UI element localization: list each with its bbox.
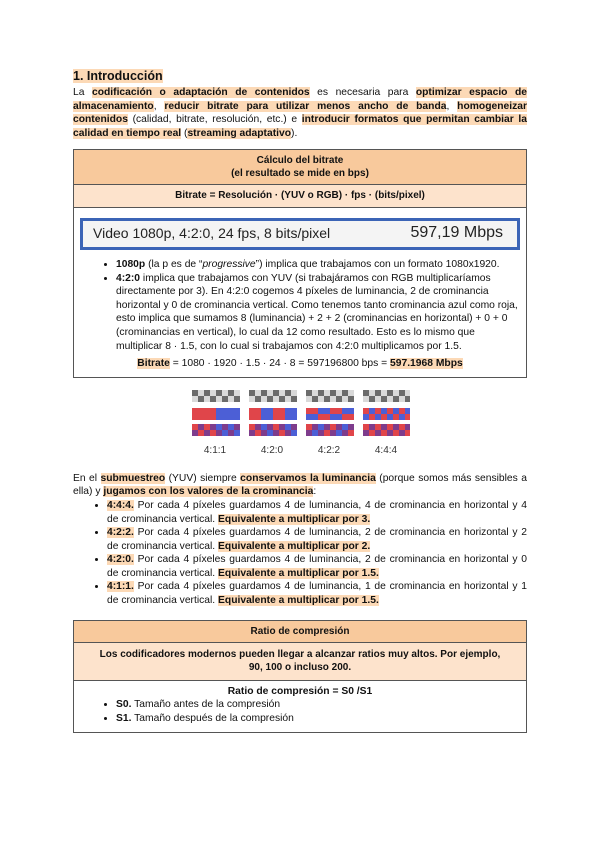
luma-cell	[192, 390, 198, 396]
chroma-cell	[375, 408, 381, 414]
combined-cell	[387, 424, 393, 430]
combined-cell	[273, 424, 279, 430]
subsampling-list	[73, 499, 527, 608]
chroma-cell	[330, 414, 336, 420]
luma-cell	[330, 396, 336, 402]
combined-cell	[393, 430, 399, 436]
chroma-cell	[261, 414, 267, 420]
combined-cell	[381, 430, 387, 436]
highlight: codificación o adaptación de contenidos	[91, 87, 310, 98]
luma-cell	[273, 390, 279, 396]
luma-cell	[363, 396, 369, 402]
chroma-cell	[318, 408, 324, 414]
chroma-cell	[405, 414, 410, 420]
highlight: homogeneizar contenidos	[73, 100, 527, 126]
diagram-label: 4:2:0	[260, 444, 284, 456]
chroma-cell	[249, 408, 255, 414]
chroma-cell	[267, 414, 273, 420]
chroma-cell	[336, 414, 342, 420]
luma-cell	[336, 390, 342, 396]
intro-paragraph: La codificación o adaptación de contenidos es necesaria para optimizar espacio de almacenamiento, reducir bitrate para utilizar menos ancho de banda, homogeneizar contenidos (calidad, bitrate, resolución, etc.) e introducir formatos que permitan cambiar la calidad en tiempo real (streaming adaptativo).	[73, 87, 527, 139]
chroma-cell	[267, 408, 273, 414]
chroma-cell	[261, 408, 267, 414]
chroma-cell	[204, 414, 210, 420]
combined-cell	[318, 424, 324, 430]
chroma-cell	[387, 414, 393, 420]
combined-cell	[405, 430, 410, 436]
compression-ratio-formula: Ratio de compresión = S0 /S1	[227, 685, 373, 697]
chroma-cell	[363, 414, 369, 420]
chroma-cell	[306, 408, 312, 414]
luma-cell	[393, 396, 399, 402]
combined-cell	[348, 424, 354, 430]
chroma-cell	[228, 414, 234, 420]
calc-result: 597,19 Mbps	[410, 223, 503, 241]
luma-cell	[267, 390, 273, 396]
chroma-cell	[210, 408, 216, 414]
combined-cell	[324, 424, 330, 430]
luma-cell	[222, 396, 228, 402]
highlight: reducir bitrate para utilizar menos ancho de banda	[164, 100, 447, 112]
luma-cell	[363, 390, 369, 396]
luma-cell	[369, 390, 375, 396]
chroma-cell	[198, 414, 204, 420]
chroma-cell	[342, 414, 348, 420]
luma-cell	[216, 396, 222, 402]
combined-cell	[204, 424, 210, 430]
list-item: • 1080p (la p es de “progressive”) implica que trabajamos con un formato 1080x1920.	[116, 258, 520, 272]
combined-cell	[306, 424, 312, 430]
combined-cell	[330, 424, 336, 430]
luma-cell	[330, 390, 336, 396]
chroma-cell	[222, 414, 228, 420]
highlight: streaming adaptativo	[187, 127, 292, 139]
luma-cell	[405, 390, 410, 396]
diagram-label: 4:4:4	[374, 444, 398, 456]
list-item: • 4:1:1. Por cada 4 píxeles guardamos 4 de luminancia, 1 de crominancia en horizontal y 1 de crominancia vertical. Equivalente a multiplicar por 1.5.	[107, 580, 527, 607]
bitrate-box-title: Cálculo del bitrate (el resultado se mide en bps)	[74, 150, 526, 185]
combined-cell	[228, 430, 234, 436]
combined-cell	[369, 424, 375, 430]
luma-cell	[222, 390, 228, 396]
chroma-cell	[249, 414, 255, 420]
combined-cell	[348, 430, 354, 436]
chroma-cell	[393, 408, 399, 414]
combined-cell	[261, 430, 267, 436]
luma-cell	[306, 396, 312, 402]
chroma-cell	[285, 408, 291, 414]
luma-cell	[312, 390, 318, 396]
luma-cell	[249, 396, 255, 402]
luma-cell	[210, 390, 216, 396]
compression-ratio-title: Ratio de compresión	[74, 621, 526, 643]
list-item: • 4:2:0 implica que trabajamos con YUV (si trabajáramos con RGB multiplicaríamos directamente por 3). En 4:2:0 cogemos 4 píxeles de luminancia, 2 de crominancia horizontal y 0 de crominancia vertical. Como tenemos tanto crominancia azul como roja, esto implica que sumamos 8 (luminancia) + 2 + 2 (crominancias en horizontal) + 0 + 0 (crominancias en vertical), lo cual da 12 como resultado. Esto es lo mismo que multiplicar 8 · 1.5, con lo cual si trabajamos con 4:2:0 multiplicamos por 1.5.	[116, 272, 520, 354]
combined-cell	[216, 430, 222, 436]
luma-cell	[210, 396, 216, 402]
bitrate-box	[73, 149, 527, 377]
combined-cell	[249, 424, 255, 430]
chroma-cell	[255, 408, 261, 414]
luma-cell	[285, 390, 291, 396]
combined-cell	[249, 430, 255, 436]
luma-cell	[393, 390, 399, 396]
chroma-cell	[306, 414, 312, 420]
combined-cell	[198, 424, 204, 430]
combined-cell	[210, 430, 216, 436]
combined-cell	[363, 430, 369, 436]
chroma-cell	[285, 414, 291, 420]
chroma-cell	[342, 408, 348, 414]
chroma-cell	[369, 414, 375, 420]
subsampling-grids	[190, 388, 410, 444]
combined-cell	[204, 430, 210, 436]
combined-cell	[285, 430, 291, 436]
luma-cell	[192, 396, 198, 402]
calc-description: Video 1080p, 4:2:0, 24 fps, 8 bits/pixel	[93, 224, 331, 241]
combined-cell	[399, 424, 405, 430]
chroma-cell	[336, 408, 342, 414]
combined-cell	[228, 424, 234, 430]
chroma-cell	[198, 408, 204, 414]
combined-cell	[387, 430, 393, 436]
luma-cell	[306, 390, 312, 396]
list-item: • S0. Tamaño antes de la compresión	[116, 698, 520, 712]
combined-cell	[279, 430, 285, 436]
compression-ratio-note: Los codificadores modernos pueden llegar a alcanzar ratios muy altos. Por ejemplo, 90, 100 o incluso 200.	[74, 643, 526, 681]
bitrate-bullets	[80, 258, 520, 353]
list-item: • 4:4:4. Por cada 4 píxeles guardamos 4 de luminancia, 4 de crominancia en horizontal y 4 de crominancia vertical. Equivalente a multiplicar por 3.	[107, 499, 527, 526]
chroma-cell	[369, 408, 375, 414]
combined-cell	[369, 430, 375, 436]
combined-cell	[255, 424, 261, 430]
luma-cell	[198, 390, 204, 396]
combined-cell	[312, 430, 318, 436]
chroma-cell	[324, 414, 330, 420]
luma-cell	[291, 396, 297, 402]
chroma-cell	[255, 414, 261, 420]
luma-cell	[369, 396, 375, 402]
luma-cell	[204, 396, 210, 402]
combined-cell	[222, 424, 228, 430]
chroma-cell	[204, 408, 210, 414]
chroma-cell	[192, 414, 198, 420]
combined-cell	[324, 430, 330, 436]
list-item: • 4:2:0. Por cada 4 píxeles guardamos 4 de luminancia, 2 de crominancia en horizontal y 0 de crominancia vertical. Equivalente a multiplicar por 1.5.	[107, 553, 527, 580]
combined-cell	[267, 424, 273, 430]
chroma-cell	[381, 414, 387, 420]
diagram-label: 4:2:2	[317, 444, 341, 456]
chroma-cell	[234, 408, 240, 414]
chroma-cell	[375, 414, 381, 420]
luma-cell	[318, 390, 324, 396]
chroma-cell	[399, 408, 405, 414]
chroma-cell	[216, 408, 222, 414]
luma-cell	[204, 390, 210, 396]
luma-cell	[324, 390, 330, 396]
combined-cell	[393, 424, 399, 430]
list-item: • 4:2:2. Por cada 4 píxeles guardamos 4 de luminancia, 2 de crominancia en horizontal y 2 de crominancia vertical. Equivalente a multiplicar por 2.	[107, 526, 527, 553]
subsampling-paragraph: En el submuestreo (YUV) siempre conservamos la luminancia (porque somos más sensibles a ella) y jugamos con los valores de la crominancia:	[73, 472, 527, 498]
combined-cell	[306, 430, 312, 436]
combined-cell	[261, 424, 267, 430]
luma-cell	[405, 396, 410, 402]
chroma-cell	[279, 414, 285, 420]
chroma-cell	[387, 408, 393, 414]
luma-cell	[387, 396, 393, 402]
bitrate-result: Bitrate = 1080 · 1920 · 1.5 · 24 · 8 = 597196800 bps = 597.1968 Mbps	[137, 358, 463, 370]
luma-cell	[228, 390, 234, 396]
bitrate-formula: Bitrate = Resolución · (YUV o RGB) · fps · (bits/pixel)	[74, 185, 526, 208]
luma-cell	[279, 396, 285, 402]
luma-cell	[399, 396, 405, 402]
compression-ratio-list	[80, 698, 520, 725]
chroma-cell	[399, 414, 405, 420]
chroma-cell	[324, 408, 330, 414]
luma-cell	[336, 396, 342, 402]
luma-cell	[198, 396, 204, 402]
combined-cell	[312, 424, 318, 430]
combined-cell	[216, 424, 222, 430]
document-page	[73, 68, 527, 733]
highlight: introducir formatos que permitan cambiar la calidad en tiempo real	[73, 114, 527, 139]
luma-cell	[342, 396, 348, 402]
subsampling-section	[73, 472, 527, 608]
luma-cell	[291, 390, 297, 396]
luma-cell	[348, 390, 354, 396]
combined-cell	[336, 430, 342, 436]
diagram-label: 4:1:1	[203, 444, 227, 456]
chroma-cell	[348, 408, 354, 414]
combined-cell	[375, 424, 381, 430]
luma-cell	[399, 390, 405, 396]
chroma-cell	[312, 408, 318, 414]
luma-cell	[261, 396, 267, 402]
chroma-cell	[210, 414, 216, 420]
luma-cell	[387, 390, 393, 396]
chroma-cell	[192, 408, 198, 414]
luma-cell	[342, 390, 348, 396]
luma-cell	[318, 396, 324, 402]
combined-cell	[192, 430, 198, 436]
combined-cell	[363, 424, 369, 430]
combined-cell	[405, 424, 410, 430]
luma-cell	[348, 396, 354, 402]
combined-cell	[273, 430, 279, 436]
combined-cell	[198, 430, 204, 436]
combined-cell	[342, 424, 348, 430]
combined-cell	[192, 424, 198, 430]
chroma-cell	[228, 408, 234, 414]
chroma-cell	[405, 408, 410, 414]
chroma-cell	[291, 414, 297, 420]
compression-ratio-body	[74, 681, 526, 732]
highlight: optimizar espacio de almacenamiento	[73, 87, 527, 112]
luma-cell	[381, 390, 387, 396]
combined-cell	[399, 430, 405, 436]
luma-cell	[234, 390, 240, 396]
combined-cell	[234, 424, 240, 430]
chroma-cell	[363, 408, 369, 414]
chroma-cell	[216, 414, 222, 420]
bitrate-box-body	[74, 208, 526, 377]
luma-cell	[228, 396, 234, 402]
combined-cell	[279, 424, 285, 430]
luma-cell	[234, 396, 240, 402]
chroma-cell	[273, 408, 279, 414]
luma-cell	[375, 396, 381, 402]
luma-cell	[249, 390, 255, 396]
luma-cell	[324, 396, 330, 402]
luma-cell	[267, 396, 273, 402]
chroma-cell	[291, 408, 297, 414]
combined-cell	[267, 430, 273, 436]
combined-cell	[336, 424, 342, 430]
combined-cell	[342, 430, 348, 436]
combined-cell	[210, 424, 216, 430]
chroma-cell	[279, 408, 285, 414]
chroma-cell	[381, 408, 387, 414]
chroma-cell	[234, 414, 240, 420]
chroma-cell	[222, 408, 228, 414]
chroma-cell	[330, 408, 336, 414]
combined-cell	[318, 430, 324, 436]
list-item: • S1. Tamaño después de la compresión	[116, 712, 520, 726]
luma-cell	[216, 390, 222, 396]
luma-cell	[273, 396, 279, 402]
combined-cell	[330, 430, 336, 436]
section-heading: 1. Introducción	[73, 69, 163, 83]
luma-cell	[312, 396, 318, 402]
chroma-subsampling-diagram	[190, 388, 410, 458]
luma-cell	[255, 396, 261, 402]
luma-cell	[375, 390, 381, 396]
combined-cell	[375, 430, 381, 436]
combined-cell	[222, 430, 228, 436]
combined-cell	[291, 430, 297, 436]
chroma-cell	[273, 414, 279, 420]
luma-cell	[261, 390, 267, 396]
luma-cell	[255, 390, 261, 396]
combined-cell	[291, 424, 297, 430]
combined-cell	[285, 424, 291, 430]
compression-ratio-box	[73, 620, 527, 733]
chroma-cell	[393, 414, 399, 420]
bitrate-calculator-bar	[80, 218, 520, 250]
combined-cell	[381, 424, 387, 430]
chroma-cell	[312, 414, 318, 420]
luma-cell	[279, 390, 285, 396]
luma-cell	[285, 396, 291, 402]
chroma-cell	[318, 414, 324, 420]
combined-cell	[234, 430, 240, 436]
chroma-cell	[348, 414, 354, 420]
combined-cell	[255, 430, 261, 436]
luma-cell	[381, 396, 387, 402]
